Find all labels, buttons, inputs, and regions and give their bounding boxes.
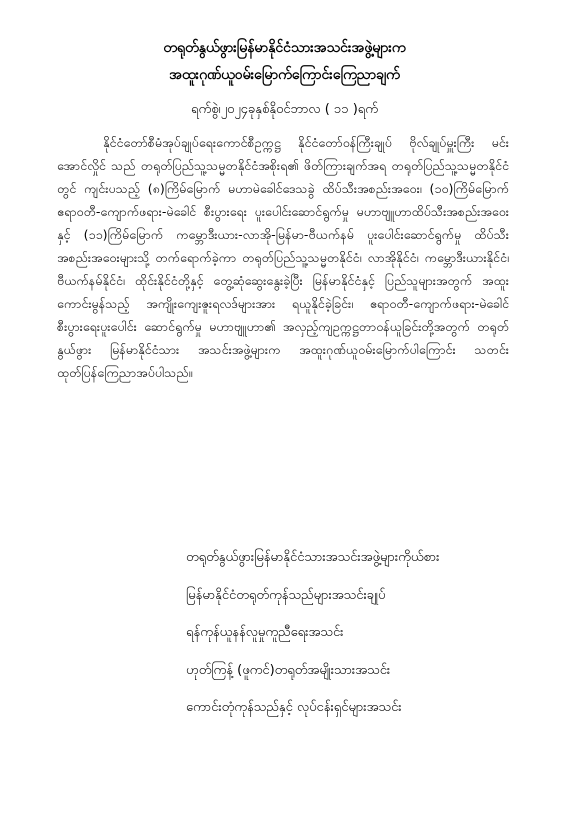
announcement-body bbox=[57, 131, 509, 384]
signatory-list bbox=[186, 539, 439, 727]
signatory-line: ရန်ကုန်ယူနန်လူမှုကူညီရေးအသင်း bbox=[186, 625, 344, 641]
signatory-line: ကောင်းတုံကုန်သည်နှင့် လုပ်ငန်းရှင်များအသင်း bbox=[186, 700, 402, 716]
body-paragraph: နိုင်ငံတော်စီမံအုပ်ချုပ်ရေးကောင်စီဥက္ကဋ္ဌ နိုင်ငံတော်ဝန်ကြီးချုပ် ဗိုလ်ချုပ်မှူးကြီး မင်းအောင်လှိုင် သည် တရုတ်ပြည်သူ့သမ္မတနိုင်ငံအစိုးရ၏ ဖိတ်ကြားချက်အရ တရုတ်ပြည်သူ့သမ္မတနိုင်ငံတွင် ကျင်းပသည့် (၈)ကြိမ်မြောက် မဟာမဲခေါင်ဒေသခွဲ ထိပ်သီးအစည်းအဝေး၊ (၁၀)ကြိမ်မြောက်ဧရာဝတီ-ကျောက်ဖရား-မဲခေါင် စီးပွားရေး ပူးပေါင်းဆောင်ရွက်မှု မဟာဗျူဟာထိပ်သီးအစည်းအဝေးနှင့် (၁၁)ကြိမ်မြောက် ကမ္ဘောဒီးယား-လာအို-မြန်မာ-ဗီယက်နမ် ပူးပေါင်းဆောင်ရွက်မှု ထိပ်သီးအစည်းအဝေးများသို့ တက်ရောက်ခဲ့ကာ တရုတ်ပြည်သူ့သမ္မတနိုင်ငံ၊ လာအိုနိုင်ငံ၊ ကမ္ဘောဒီးယားနိုင်ငံ၊ ဗီယက်နမ်နိုင်ငံ၊ ထိုင်းနိုင်ငံတို့နှင့် တွေ့ဆုံဆွေးနွေးခဲ့ပြီး မြန်မာနိုင်ငံနှင့် ပြည်သူများအတွက် အထူးကောင်းမွန်သည့် အကျိုးကျေးဇူးရလဒ်များအား ရယူနိုင်ခဲ့ခြင်း၊ ဧရာဝတီ-ကျောက်ဖရား-မဲခေါင်စီးပွားရေးပူးပေါင်း ဆောင်ရွက်မှု မဟာဗျူဟာ၏ အလှည့်ကျဥက္ကဋ္ဌတာဝန်ယူခြင်းတို့အတွက် တရုတ်နွယ်ဖွား မြန်မာနိုင်ငံသား အသင်းအဖွဲ့များက အထူးဂုဏ်ယူဝမ်းမြောက်ပါကြောင်း သတင်းထုတ်ပြန်ကြေညာအပ်ပါသည်။ bbox=[57, 135, 509, 380]
signatory-line: တရုတ်နွယ်ဖွားမြန်မာနိုင်ငံသားအသင်းအဖွဲ့များကိုယ်စား bbox=[186, 550, 440, 565]
title-line-2: အထူးဂုဏ်ယူဝမ်းမြောက်ကြောင်းကြေညာချက် bbox=[169, 67, 400, 83]
date-line: ရက်စွဲ၊၂၀၂၄ခုနှစ်နိုဝင်ဘာလ ( ၁၁ )ရက် bbox=[191, 102, 378, 117]
title-line-1: တရုတ်နွယ်ဖွားမြန်မာနိုင်ငံသားအသင်းအဖွဲ့များက bbox=[163, 40, 406, 56]
signatory-line: ဟုတ်ကြန့် (ဖူကင်)တရုတ်အမျိုးသားအသင်း bbox=[186, 662, 391, 678]
signatory-line: မြန်မာနိုင်ငံတရုတ်ကုန်သည်များအသင်းချုပ် bbox=[186, 587, 386, 603]
